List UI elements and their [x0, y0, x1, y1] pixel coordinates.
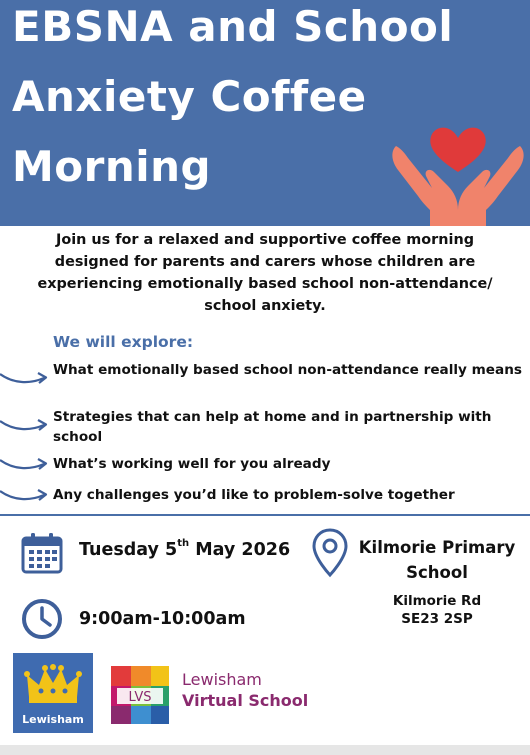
crown-icon	[23, 663, 83, 707]
explore-heading: We will explore:	[53, 333, 194, 351]
header-banner	[0, 0, 530, 226]
lewisham-virtual-school-logo	[108, 656, 318, 730]
curved-arrow-icon	[0, 454, 52, 474]
title-line-3: Morning	[12, 142, 212, 191]
event-date-day: Tuesday 5	[79, 540, 178, 560]
event-time: 9:00am-10:00am	[79, 609, 246, 629]
section-divider	[0, 514, 530, 516]
footer-strip	[0, 745, 530, 755]
event-date	[79, 540, 290, 560]
explore-item-text: What emotionally based school non-attendance really means	[53, 362, 522, 378]
lvs-name-line1: Lewisham	[182, 670, 262, 689]
explore-item-text: Any challenges you’d like to problem-solve together	[53, 487, 455, 503]
event-date-rest: May 2026	[189, 540, 291, 560]
curved-arrow-icon	[0, 415, 52, 435]
lvs-badge-icon	[111, 666, 169, 724]
hands-holding-heart-icon	[388, 118, 528, 226]
curved-arrow-icon	[0, 485, 52, 505]
lewisham-council-logo	[13, 653, 93, 733]
calendar-icon	[20, 531, 64, 575]
venue-street: Kilmorie Rd	[392, 593, 482, 609]
event-date-suffix: th	[177, 538, 190, 549]
venue-name: Kilmorie Primary School	[358, 538, 516, 582]
location-pin-icon	[312, 528, 348, 578]
curved-arrow-icon	[0, 368, 52, 388]
lewisham-logo-label: Lewisham	[22, 713, 84, 726]
clock-icon	[20, 597, 64, 641]
venue-postcode: SE23 2SP	[401, 611, 473, 627]
venue-address	[382, 592, 492, 628]
lvs-badge-text: LVS	[128, 690, 152, 705]
explore-item-text: Strategies that can help at home and in partnership with school	[53, 409, 492, 445]
title-line-2: Anxiety Coffee	[12, 72, 367, 121]
explore-item-text: What’s working well for you already	[53, 456, 331, 472]
title-line-1: EBSNA and School	[12, 2, 454, 51]
lvs-name-line2: Virtual School	[182, 691, 309, 710]
intro-text: Join us for a relaxed and supportive coffee morning designed for parents and carers whose children are experiencing emotionally based school non-attendance/ school anxiety.	[37, 232, 493, 314]
